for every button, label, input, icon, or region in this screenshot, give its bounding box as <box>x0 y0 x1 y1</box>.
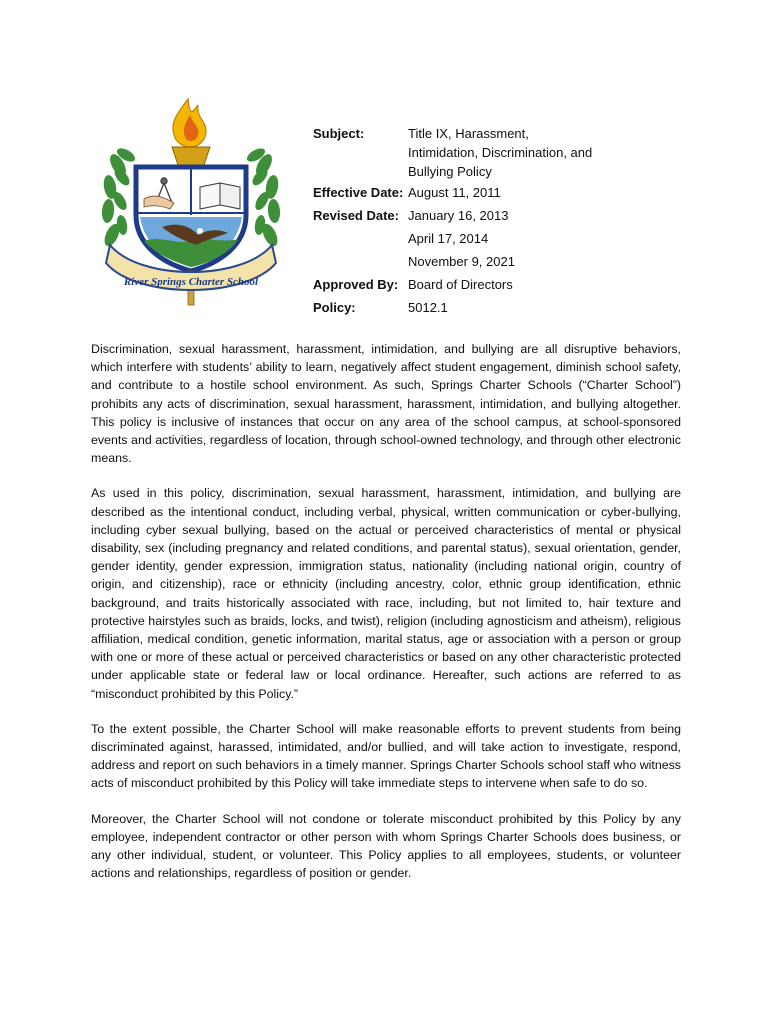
field-label: Approved By: <box>313 277 399 292</box>
field-approved-by <box>313 273 628 296</box>
subject-line-1: Title IX, Harassment, <box>408 126 529 141</box>
paragraph: To the extent possible, the Charter School will make reasonable efforts to prevent students from being discriminated against, harassed, intimidated, and/or bullied, and will take action to investigate, respond, address and report on such behaviors in a timely manner. Springs Charter Schools school staff who witness acts of misconduct prohibited by this Policy will take immediate steps to intervene when safe to do so. <box>91 721 682 791</box>
policy-body <box>91 340 681 899</box>
field-value: August 11, 2011 <box>408 185 501 200</box>
revised-date-3: November 9, 2021 <box>408 254 515 269</box>
field-revised-date <box>313 204 628 273</box>
subject-line-2: Intimidation, Discrimination, and <box>408 145 593 160</box>
field-label: Policy: <box>313 300 356 315</box>
field-label: Subject: <box>313 126 365 141</box>
field-policy <box>313 296 628 319</box>
paragraph: As used in this policy, discrimination, sexual harassment, harassment, intimidation, and bullying are described as the intentional conduct, including verbal, physical, written communication or cyber-bullying, including cyber sexual bullying, based on the actual or perceived characteristics of mental or physical disability, sex (including pregnancy and related conditions, and parental status), sexual orientation, gender, gender identity, gender expression, immigration status, nationality (including national origin, country of origin, and citizenship), race or ethnicity (including ancestry, color, ethnic group identification, ethnic background, and traits historically associated with race, including, but not limited to, hair texture and protective hairstyles such as braids, locks, and twist), religion (including agnosticism and atheism), religious affiliation, medical condition, genetic information, marital status, age or association with a person or group with one or more of these actual or perceived characteristics or based on any other characteristic protected under applicable state or federal law or local ordinance. Hereafter, such actions are referred to as “misconduct prohibited by this Policy.” <box>91 486 681 701</box>
field-subject <box>313 122 628 181</box>
field-value: Board of Directors <box>408 277 513 292</box>
school-crest-logo <box>100 95 282 310</box>
field-label: Revised Date: <box>313 208 399 223</box>
paragraph: Moreover, the Charter School will not condone or tolerate misconduct prohibited by this Policy by any employee, independent contractor or other person with whom Springs Charter Schools does business, or any other individual, student, or volunteer. This Policy applies to all employees, students, or volunteer actions and relationships, regardless of position or gender. <box>91 811 681 881</box>
field-label: Effective Date: <box>313 185 404 200</box>
revised-date-2: April 17, 2014 <box>408 231 489 246</box>
field-value: 5012.1 <box>408 300 448 315</box>
field-effective-date <box>313 181 628 204</box>
paragraph: Discrimination, sexual harassment, harassment, intimidation, and bullying are all disruptive behaviors, which interfere with students’ ability to learn, negatively affect student engagement, diminish school safety, and contribute to a hostile school environment. As such, Springs Charter Schools (“Charter School”) prohibits any acts of discrimination, sexual harassment, harassment, intimidation, and bullying altogether. This policy is inclusive of instances that occur on any area of the school campus, at school-sponsored events and activities, regardless of location, through school-owned technology, and through other electronic means. <box>91 342 681 466</box>
revised-date-1: January 16, 2013 <box>408 208 509 223</box>
field-value <box>408 204 628 273</box>
logo-banner-text: River Springs Charter School <box>123 276 259 288</box>
document-header-fields <box>313 122 628 319</box>
field-value <box>408 122 628 181</box>
subject-line-3: Bullying Policy <box>408 164 492 179</box>
